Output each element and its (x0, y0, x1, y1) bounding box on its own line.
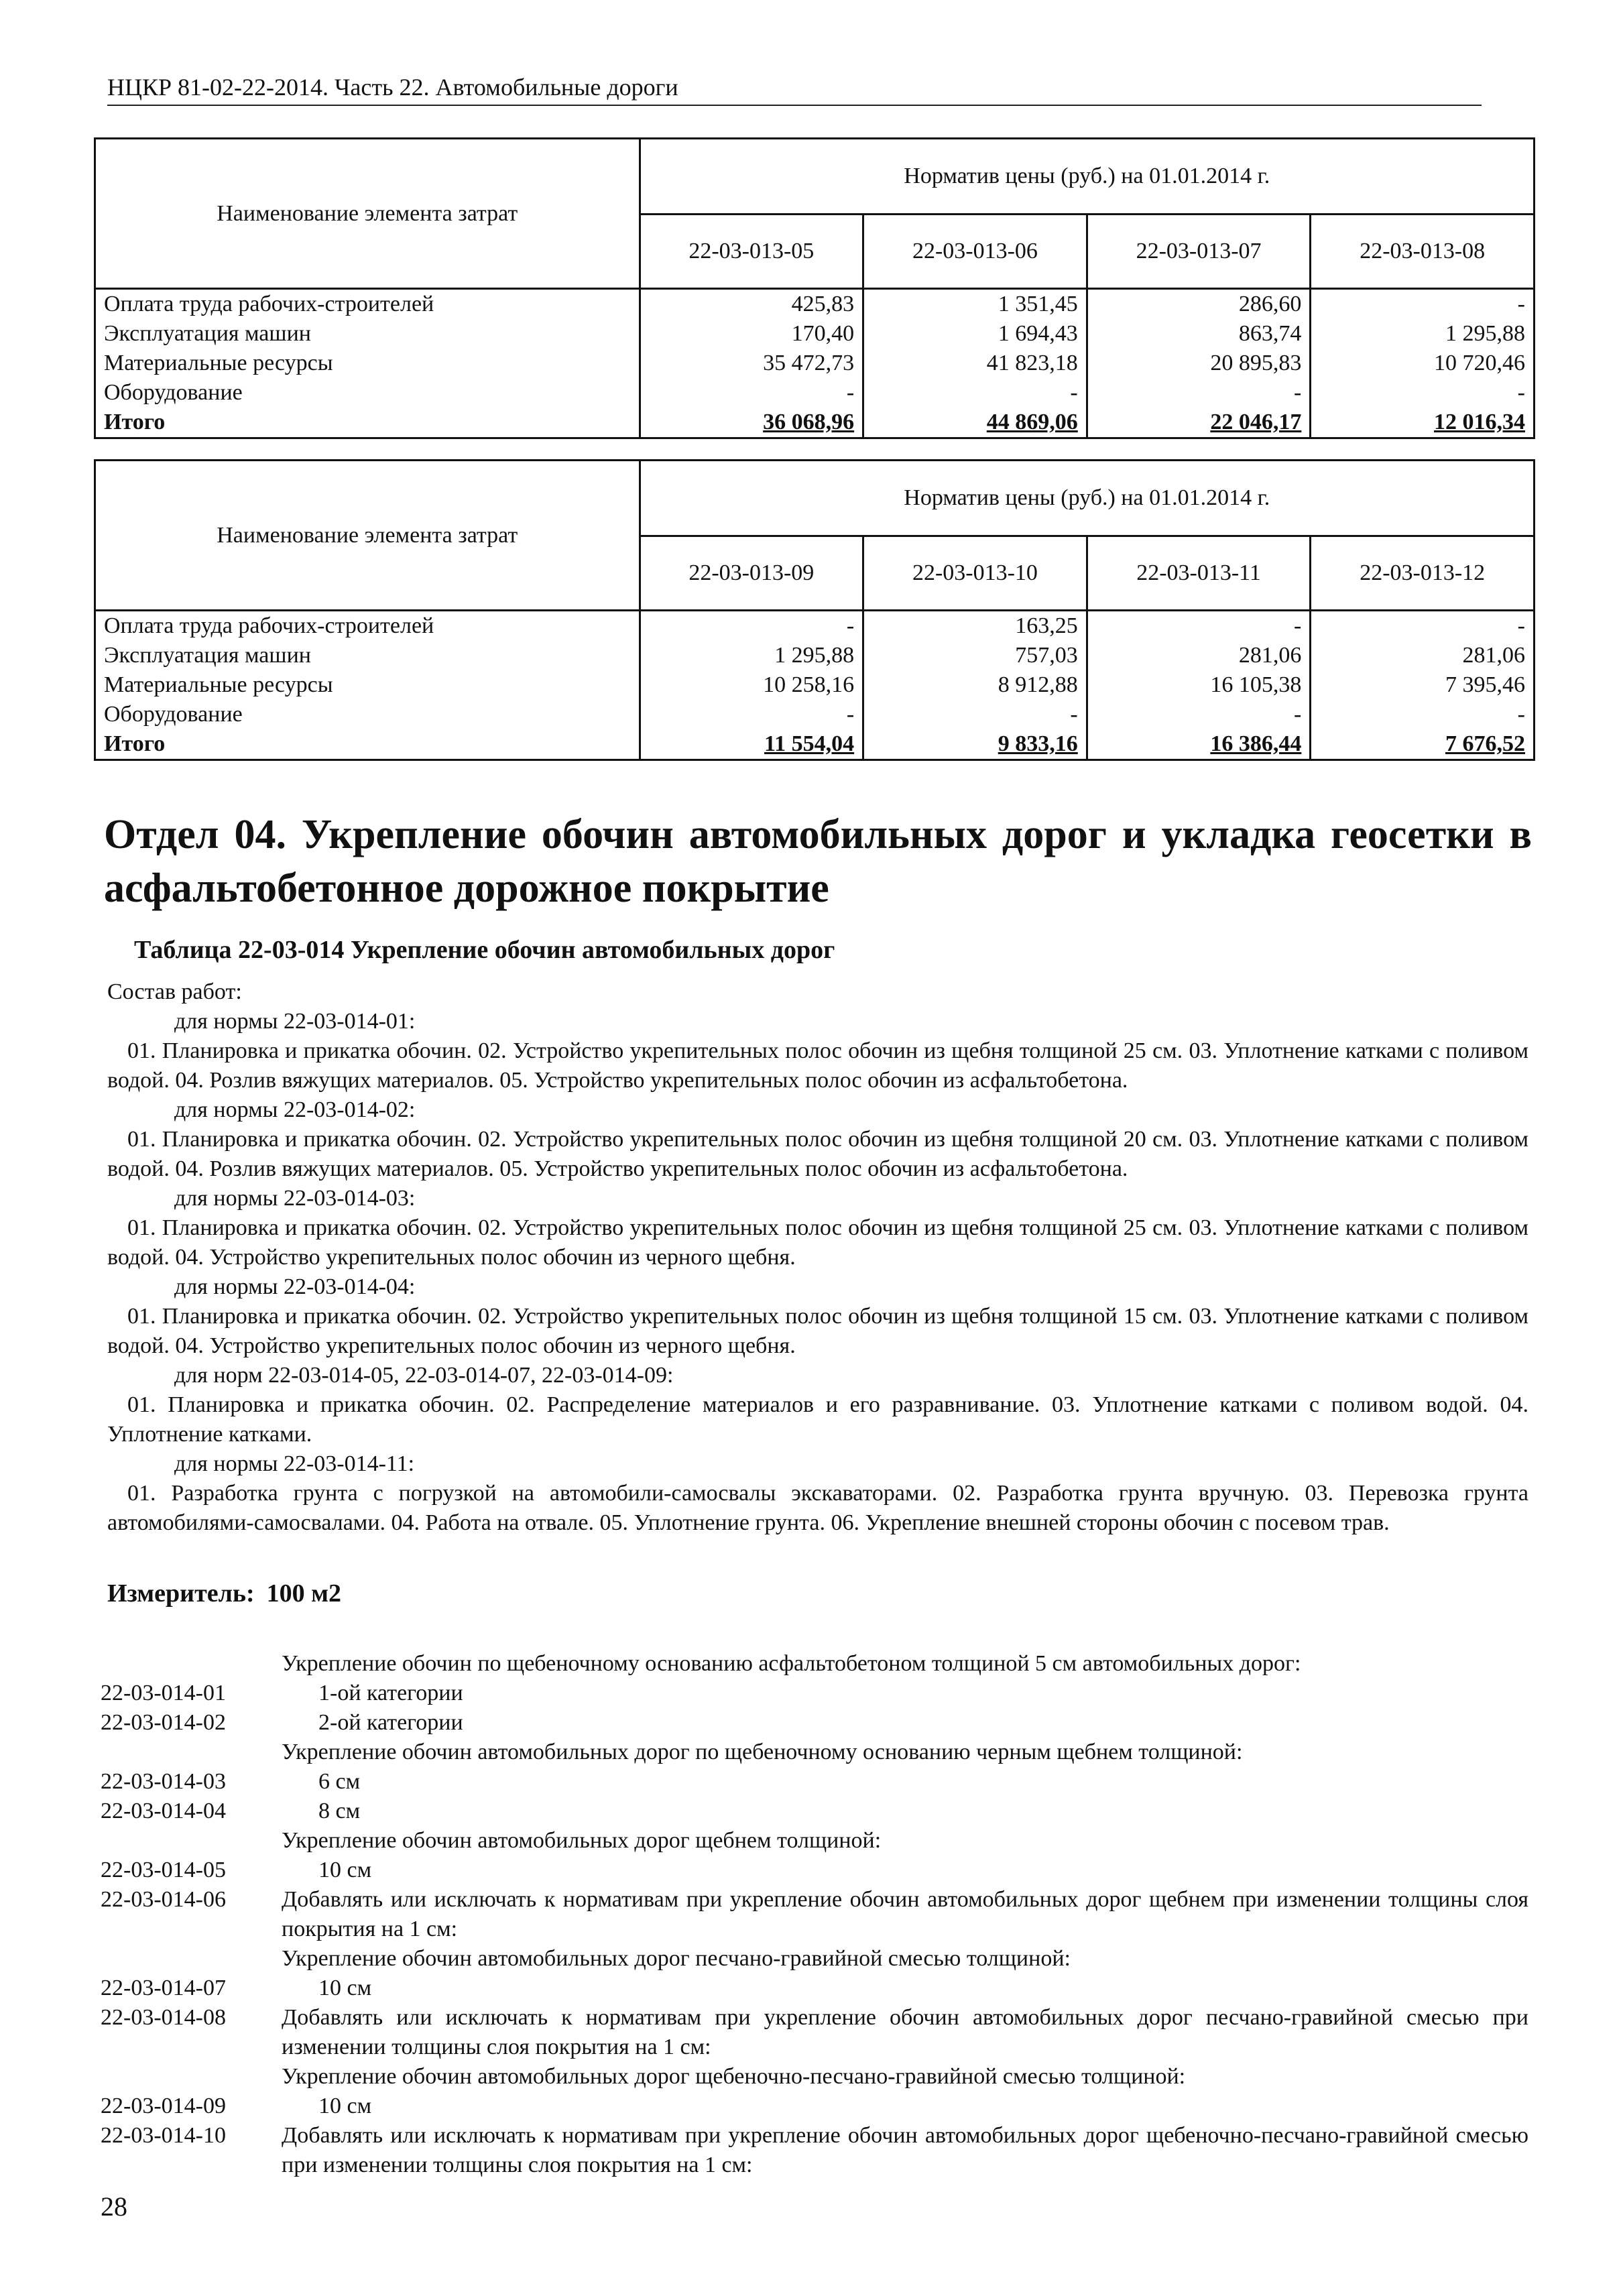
norm-code: 22-03-014-03 (101, 1769, 226, 1794)
meter-value: 100 м2 (266, 1579, 342, 1608)
code-header: 22-03-013-06 (863, 215, 1087, 289)
work-description: 01. Планировка и прикатка обочин. 02. Устройство укрепительных полос обочин из щебня толщиной 15 см. 03. Уплотнение катками с поливом водой. 04. Устройство укрепительных полос обочин из черного щебня. (107, 1304, 1528, 1358)
name-column-header: Наименование элемента затрат (95, 139, 640, 289)
work-description: 01. Планировка и прикатка обочин. 02. Распределение материалов и его разравнивание. 03. Уплотнение катками с поливом водой. 04. Уплотнение катками. (107, 1392, 1528, 1447)
cell-value: 36 068,96 (640, 408, 863, 438)
row-label: Оборудование (95, 378, 640, 408)
table-row (95, 378, 1535, 408)
norm-text: 6 см (318, 1769, 361, 1794)
cell-value: 35 472,73 (640, 349, 863, 378)
cell-value: 1 295,88 (1311, 319, 1535, 349)
norm-row (101, 1944, 1528, 1974)
cell-value: 41 823,18 (863, 349, 1087, 378)
cell-value: 16 386,44 (1087, 729, 1311, 760)
norm-row (101, 2121, 1528, 2180)
row-label: Итого (95, 729, 640, 760)
norm-code (101, 1944, 282, 1974)
norm-text: Укрепление обочин автомобильных дорог щебеночно-песчано-гравийной смесью толщиной: (282, 2064, 1186, 2089)
table-title: Таблица 22-03-014 Укрепление обочин автомобильных дорог (134, 936, 835, 964)
norm-code: 22-03-014-08 (101, 2005, 226, 2030)
cell-value: 281,06 (1311, 641, 1535, 670)
work-description: 01. Планировка и прикатка обочин. 02. Устройство укрепительных полос обочин из щебня толщиной 25 см. 03. Уплотнение катками с поливом водой. 04. Розлив вяжущих материалов. 05. Устройство укрепительных полос обочин из асфальтобетона. (107, 1038, 1528, 1093)
norm-row (101, 2062, 1528, 2092)
norm-code: 22-03-014-05 (101, 1858, 226, 1882)
row-label: Оплата труда рабочих-строителей (95, 289, 640, 320)
norm-text: Укрепление обочин автомобильных дорог по щебеночному основанию черным щебнем толщиной: (282, 1740, 1243, 1764)
cell-value: - (640, 378, 863, 408)
price-table-2 (94, 459, 1535, 761)
norm-row (101, 1767, 1528, 1797)
work-description: 01. Разработка грунта с погрузкой на автомобили-самосвалы экскаваторами. 02. Разработка грунта вручную. 03. Перевозка грунта автомобилями-самосвалами. 04. Работа на отвале. 05. Уплотнение грунта. 06. Укрепление внешней стороны обочин с посевом трав. (107, 1481, 1528, 1535)
cell-value: 281,06 (1087, 641, 1311, 670)
norm-row (101, 2092, 1528, 2121)
code-header: 22-03-013-07 (1087, 215, 1311, 289)
norms-list (101, 1649, 1528, 2180)
price-table-1 (94, 137, 1535, 439)
cell-value: - (1087, 700, 1311, 729)
norm-text: 8 см (318, 1799, 361, 1823)
table-row (95, 641, 1535, 670)
meter-line (107, 1579, 341, 1608)
work-norm-ref: для норм 22-03-014-05, 22-03-014-07, 22-03-014-09: (174, 1363, 674, 1388)
work-norm-ref: для нормы 22-03-014-01: (174, 1009, 416, 1034)
norm-row (101, 1797, 1528, 1826)
row-label: Итого (95, 408, 640, 438)
running-header: НЦКР 81-02-22-2014. Часть 22. Автомобильные дороги (107, 72, 1482, 106)
cell-value: - (640, 611, 863, 642)
norm-row (101, 2003, 1528, 2062)
norm-row (101, 1708, 1528, 1738)
table-row (95, 289, 1535, 320)
norm-text: Укрепление обочин по щебеночному основанию асфальтобетоном толщиной 5 см автомобильных дорог: (282, 1651, 1301, 1676)
norm-text: Добавлять или исключать к нормативам при укрепление обочин автомобильных дорог песчано-гравийной смесью при изменении толщины слоя покрытия на 1 см: (282, 2005, 1528, 2059)
cell-value: - (863, 700, 1087, 729)
cell-value: 1 694,43 (863, 319, 1087, 349)
norm-text: 1-ой категории (318, 1681, 463, 1705)
row-label: Оборудование (95, 700, 640, 729)
norm-code (101, 1738, 282, 1767)
norm-row (101, 1885, 1528, 1944)
total-row (95, 408, 1535, 438)
name-column-header: Наименование элемента затрат (95, 461, 640, 611)
cell-value: 9 833,16 (863, 729, 1087, 760)
page-number: 28 (101, 2191, 127, 2222)
norm-code: 22-03-014-06 (101, 1887, 226, 1912)
norm-text: 2-ой категории (318, 1710, 463, 1735)
norm-text: Добавлять или исключать к нормативам при укрепление обочин автомобильных дорог щебеночно-песчано-гравийной смесью при изменении толщины слоя покрытия на 1 см: (282, 2123, 1528, 2177)
cell-value: 12 016,34 (1311, 408, 1535, 438)
norm-code: 22-03-014-01 (101, 1681, 226, 1705)
norm-code (101, 1826, 282, 1856)
work-norm-ref: для нормы 22-03-014-11: (174, 1451, 415, 1476)
table-row (95, 611, 1535, 642)
cell-value: - (863, 378, 1087, 408)
cell-value: 22 046,17 (1087, 408, 1311, 438)
cell-value: 170,40 (640, 319, 863, 349)
norm-text: Укрепление обочин автомобильных дорог щебнем толщиной: (282, 1828, 882, 1853)
norm-code: 22-03-014-09 (101, 2094, 226, 2118)
norm-text: 10 см (318, 1858, 372, 1882)
norm-text: Добавлять или исключать к нормативам при укрепление обочин автомобильных дорог щебнем при изменении толщины слоя покрытия на 1 см: (282, 1887, 1528, 1941)
code-header: 22-03-013-09 (640, 536, 863, 611)
table-row (95, 319, 1535, 349)
norm-row (101, 1679, 1528, 1708)
code-header: 22-03-013-11 (1087, 536, 1311, 611)
cell-value: 1 295,88 (640, 641, 863, 670)
norm-code: 22-03-014-04 (101, 1799, 226, 1823)
norm-row (101, 1974, 1528, 2003)
norm-row (101, 1856, 1528, 1885)
cell-value: - (1087, 378, 1311, 408)
cell-value: 16 105,38 (1087, 670, 1311, 700)
row-label: Материальные ресурсы (95, 670, 640, 700)
row-label: Эксплуатация машин (95, 319, 640, 349)
work-description: 01. Планировка и прикатка обочин. 02. Устройство укрепительных полос обочин из щебня толщиной 20 см. 03. Уплотнение катками с поливом водой. 04. Розлив вяжущих материалов. 05. Устройство укрепительных полос обочин из асфальтобетона. (107, 1127, 1528, 1181)
norm-code (101, 2062, 282, 2092)
norm-text: 10 см (318, 1976, 372, 2000)
norm-text: 10 см (318, 2094, 372, 2118)
cell-value: 163,25 (863, 611, 1087, 642)
price-header: Норматив цены (руб.) на 01.01.2014 г. (640, 461, 1534, 536)
norm-code (101, 1649, 282, 1679)
table-row (95, 349, 1535, 378)
cell-value: 757,03 (863, 641, 1087, 670)
section-title: Отдел 04. Укрепление обочин автомобильных дорог и укладка геосетки в асфальтобетонное дорожное покрытие (104, 812, 1532, 911)
cell-value: 425,83 (640, 289, 863, 320)
row-label: Материальные ресурсы (95, 349, 640, 378)
code-header: 22-03-013-10 (863, 536, 1087, 611)
norm-code: 22-03-014-02 (101, 1710, 226, 1735)
cell-value: 1 351,45 (863, 289, 1087, 320)
cell-value: - (1311, 289, 1535, 320)
code-header: 22-03-013-12 (1311, 536, 1535, 611)
work-norm-ref: для нормы 22-03-014-02: (174, 1097, 416, 1122)
norm-code: 22-03-014-10 (101, 2123, 226, 2148)
code-header: 22-03-013-05 (640, 215, 863, 289)
row-label: Эксплуатация машин (95, 641, 640, 670)
norm-text: Укрепление обочин автомобильных дорог песчано-гравийной смесью толщиной: (282, 1946, 1071, 1971)
row-label: Оплата труда рабочих-строителей (95, 611, 640, 642)
cell-value: 10 258,16 (640, 670, 863, 700)
cell-value: 44 869,06 (863, 408, 1087, 438)
cell-value: - (1087, 611, 1311, 642)
cell-value: - (1311, 611, 1535, 642)
cell-value: - (1311, 700, 1535, 729)
norm-row (101, 1649, 1528, 1679)
cell-value: 10 720,46 (1311, 349, 1535, 378)
code-header: 22-03-013-08 (1311, 215, 1535, 289)
work-description: 01. Планировка и прикатка обочин. 02. Устройство укрепительных полос обочин из щебня толщиной 25 см. 03. Уплотнение катками с поливом водой. 04. Устройство укрепительных полос обочин из черного щебня. (107, 1215, 1528, 1270)
price-header: Норматив цены (руб.) на 01.01.2014 г. (640, 139, 1534, 215)
cell-value: 11 554,04 (640, 729, 863, 760)
norm-row (101, 1826, 1528, 1856)
total-row (95, 729, 1535, 760)
cell-value: 863,74 (1087, 319, 1311, 349)
cell-value: 7 676,52 (1311, 729, 1535, 760)
norm-code: 22-03-014-07 (101, 1976, 226, 2000)
cell-value: 20 895,83 (1087, 349, 1311, 378)
table-row (95, 670, 1535, 700)
work-composition (107, 977, 1528, 1538)
work-norm-ref: для нормы 22-03-014-03: (174, 1186, 416, 1211)
norm-row (101, 1738, 1528, 1767)
cell-value: 7 395,46 (1311, 670, 1535, 700)
work-norm-ref: для нормы 22-03-014-04: (174, 1274, 416, 1299)
cell-value: 286,60 (1087, 289, 1311, 320)
table-row (95, 700, 1535, 729)
cell-value: - (640, 700, 863, 729)
meter-label: Измеритель: (107, 1579, 255, 1608)
cell-value: - (1311, 378, 1535, 408)
work-label: Состав работ: (107, 979, 242, 1004)
cell-value: 8 912,88 (863, 670, 1087, 700)
